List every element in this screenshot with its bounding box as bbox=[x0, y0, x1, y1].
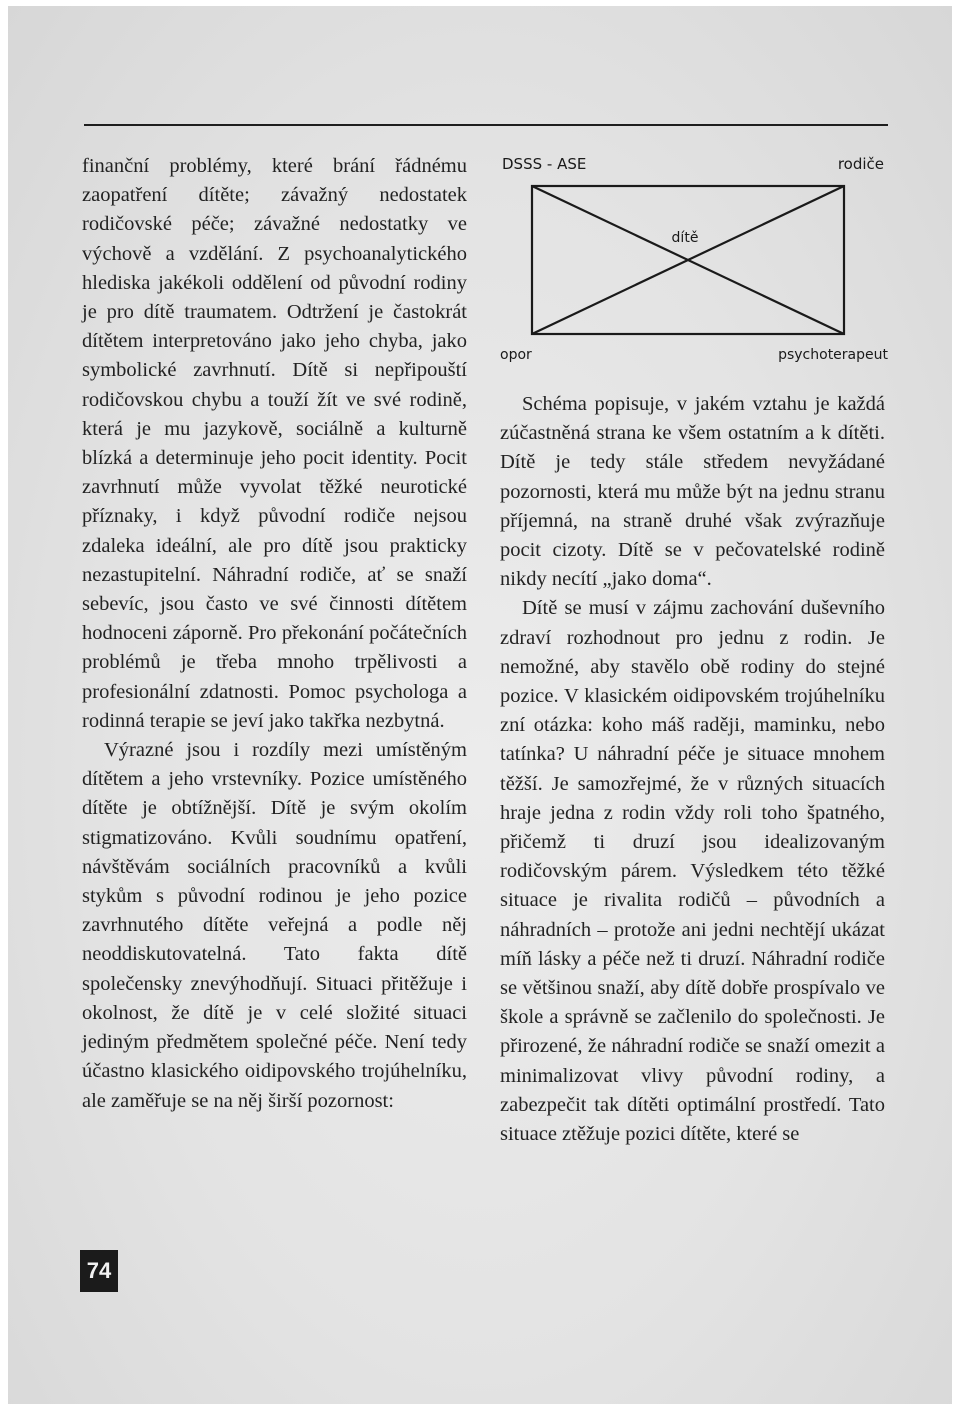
diagram-label-dite: dítě bbox=[671, 230, 699, 246]
diagram-label-rodice: rodiče bbox=[837, 155, 884, 173]
right-column bbox=[500, 390, 885, 1149]
diagram-label-psychoterapeut: psychoterapeut bbox=[778, 347, 888, 363]
left-paragraph-2: Výrazné jsou i rozdíly mezi umístěným dítětem a jeho vrstevníky. Pozice umístěného dítěte je obtížnější. Dítě je svým okolím stigmatizováno. Kvůli soudnímu opatření, návštěvám sociálních pracovníků a kvůli stykům s původní rodinou je jeho pozice zavrhnutého dítěte veřejná a podle něj neoddiskutovatelná. Tato fakta dítě společensky znevýhodňují. Situaci přitěžuje i okolnost, že dítě je v celé složité situaci jediným předmětem společné péče. Není tedy účastno klasického oidipovského trojúhelníku, ale zaměřuje se na něj širší pozornost: bbox=[82, 739, 467, 1112]
left-column bbox=[82, 152, 467, 1116]
header-rule bbox=[84, 124, 888, 126]
right-paragraph-2: Dítě se musí v zájmu zachování duševního zdraví rozhodnout pro jednu z rodin. Je nemožné, aby stavělo obě rodiny do stejné pozice. V klasickém oidipovském trojúhelníku zní otázka: koho máš raději, maminku, nebo tatínka? U náhradní péče je situace mnohem těžší. Je samozřejmé, že v různých situacích hraje jedna z rodin vždy roli toho špatného, přičemž ti druzí jsou idealizovaným rodičovským párem. Výsledkem této těžké situace je rivalita rodičů – původních a náhradních – protože ani jedni nechtějí ukázat míň lásky a péče než ti druzí. Náhradní rodiče se většinou snaží, aby dítě dobře prospívalo ve škole a správně se začlenilo do společnosti. Je přirozené, že náhradní rodiče se snaží omezit a minimalizovat vlivy původní rodiny, a zabezpečit tak dítěti optimální prostředí. Tato situace ztěžuje pozici dítěte, které se bbox=[500, 597, 885, 1146]
right-paragraph-1: Schéma popisuje, v jakém vztahu je každá zúčastněná strana ke všem ostatním a k dítěti. Dítě je tedy stále středem nevyžádané pozornosti, která mu může být na jednu stranu příjemná, na straně druhé však zvýrazňuje pocit cizoty. Dítě se v pečovatelské rodině nikdy necítí „jako doma“. bbox=[500, 393, 885, 591]
relationship-diagram bbox=[496, 148, 892, 374]
left-paragraph-1: finanční problémy, které brání řádnému zaopatření dítěte; závažný nedostatek rodičovské péče; závažné nedostatky ve výchově a vzdělání. Z psychoanalytického hlediska jakékoli oddělení od původní rodiny je pro dítě traumatem. Odtržení je častokrát dítětem interpretováno jako jeho chyba, jako symbolické zavrhnutí. Dítě si nepřipouští rodičovskou chybu a touží žít ve své rodině, která je mu jazykově, sociálně a kulturně blízká a determinuje jeho pocit identity. Pocit zavrhnutí může vyvolat těžké neurotické příznaky, i když původní rodiče nejsou zdaleka ideální, ale pro dítě jsou prakticky nezastupitelní. Náhradní rodiče, ať se snaží sebevíc, jsou často ve své činnosti dítětem hodnoceni záporně. Pro překonání počátečních problémů je třeba mnoho trpělivosti a profesionální zdatnosti. Pomoc psychologa a rodinná terapie se jeví jako takřka nezbytná. bbox=[82, 155, 467, 732]
diagram-label-opor: opor bbox=[500, 347, 532, 363]
page-number: 74 bbox=[80, 1250, 118, 1292]
diagram-label-dsss-ase: DSSS - ASE bbox=[502, 155, 587, 173]
